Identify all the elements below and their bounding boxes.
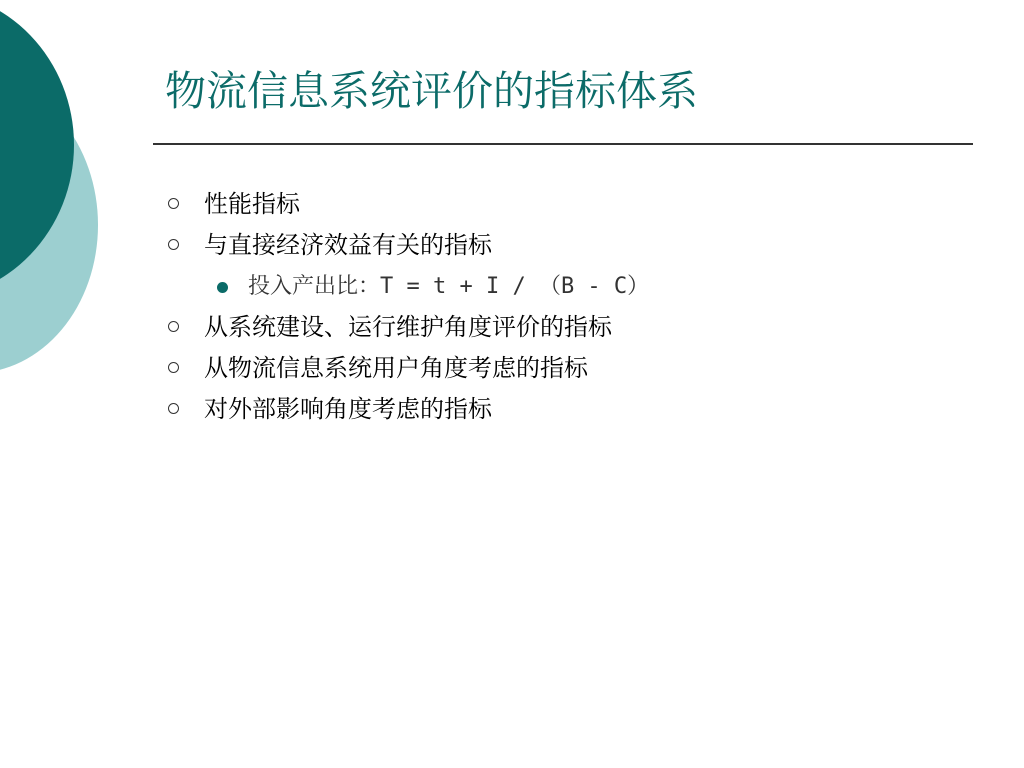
hollow-circle-bullet-icon: [168, 239, 179, 250]
bullet-text: 与直接经济效益有关的指标: [204, 231, 492, 259]
filled-circle-bullet-icon: [217, 282, 228, 293]
hollow-circle-bullet-icon: [168, 198, 179, 209]
sub-bullet-item-input-output-ratio: [160, 266, 649, 307]
bullet-text: 性能指标: [204, 190, 300, 218]
bullet-item-economic-benefit: [160, 225, 649, 266]
hollow-circle-bullet-icon: [168, 362, 179, 373]
bullet-list: [160, 184, 649, 430]
bullet-item-performance: [160, 184, 649, 225]
bullet-item-external-impact: [160, 389, 649, 430]
hollow-circle-bullet-icon: [168, 321, 179, 332]
bullet-item-user-perspective: [160, 348, 649, 389]
hollow-circle-bullet-icon: [168, 403, 179, 414]
sub-bullet-text: 投入产出比：T = t + I / （B - C）: [248, 274, 650, 299]
bullet-text: 从系统建设、运行维护角度评价的指标: [204, 313, 612, 341]
bullet-item-construction-maintenance: [160, 307, 649, 348]
slide-title: 物流信息系统评价的指标体系: [165, 67, 698, 115]
title-divider: [153, 143, 973, 145]
bullet-text: 从物流信息系统用户角度考虑的指标: [204, 354, 588, 382]
bullet-text: 对外部影响角度考虑的指标: [204, 395, 492, 423]
